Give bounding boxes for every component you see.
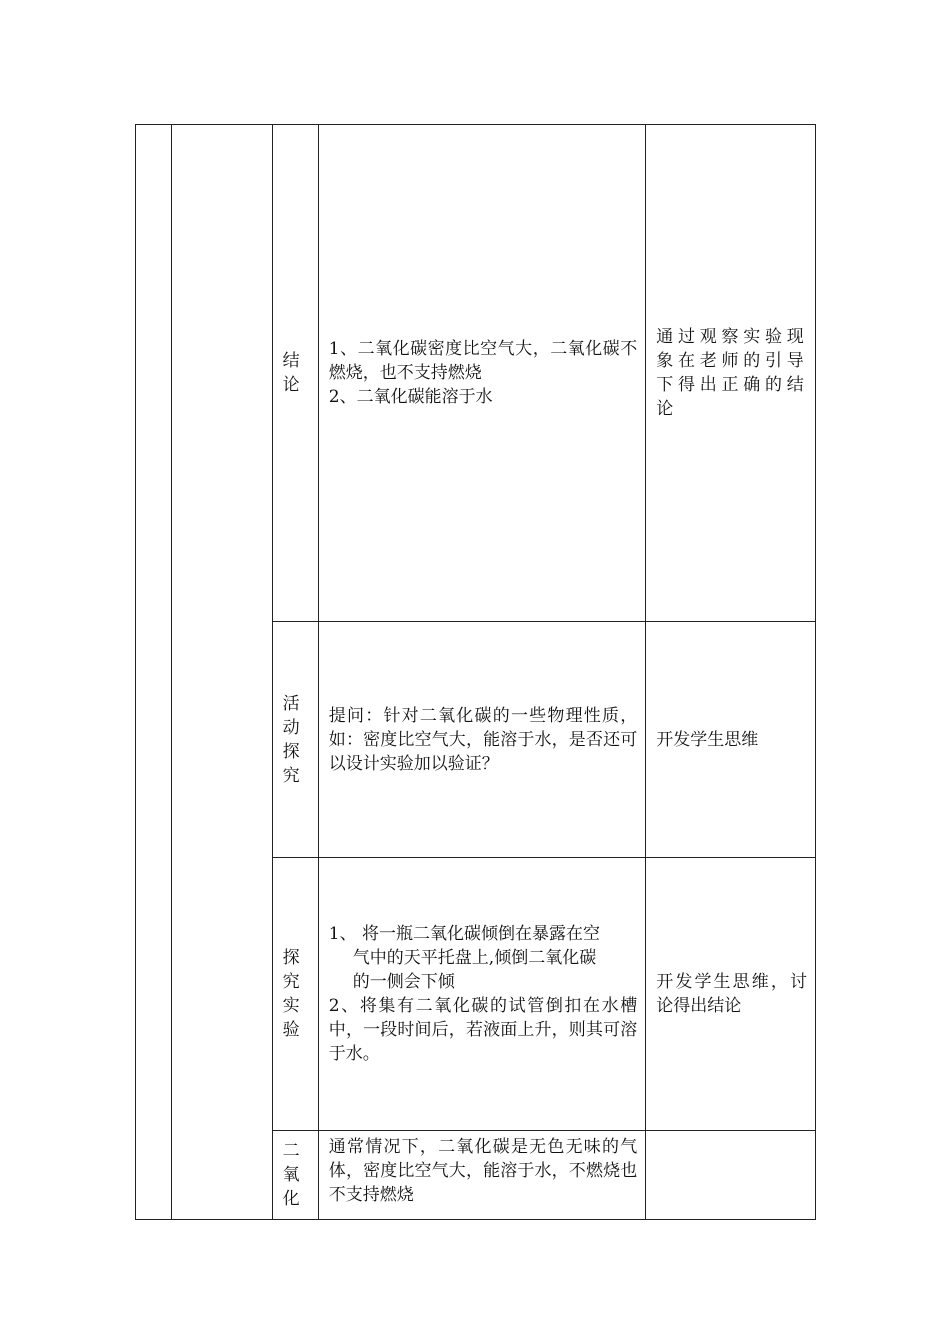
content-line: 2、二氧化碳能溶于水 xyxy=(328,387,493,407)
content-line: 的一侧会下倾 xyxy=(352,972,455,992)
content-line: 提问：针对二氧化碳的一些物理性质，如：密度比空气大，能溶于水，是否还可以设计实验加以验证？ xyxy=(328,705,638,774)
topic-char: 探 xyxy=(282,948,300,968)
topic-char: 活 xyxy=(282,693,300,714)
goal-cell xyxy=(646,858,816,1131)
content-line: 1、二氧化碳密度比空气大，二氧化碳不燃烧，也不支持燃烧 xyxy=(328,339,638,383)
content-cell xyxy=(318,125,645,622)
topic-char: 氧 xyxy=(282,1165,300,1185)
topic-cell xyxy=(272,622,318,858)
table-row xyxy=(136,125,816,622)
lesson-plan-table xyxy=(135,124,816,1220)
blank-column-cell xyxy=(172,125,272,1220)
content-line: 2、将集有二氧化碳的试管倒扣在水槽中，一段时间后，若液面上升，则其可溶于水。 xyxy=(328,996,638,1064)
topic-char: 究 xyxy=(282,765,300,786)
topic-char: 结 xyxy=(282,351,300,371)
content-line: 气中的天平托盘上,倾倒二氧化碳 xyxy=(352,948,597,968)
topic-char: 实 xyxy=(282,996,300,1016)
topic-cell xyxy=(272,1131,318,1220)
topic-cell xyxy=(272,858,318,1131)
goal-text: 开发学生思维，讨论得出结论 xyxy=(656,972,807,1016)
content-cell xyxy=(318,858,645,1131)
content-line: 通常情况下，二氧化碳是无色无味的气体，密度比空气大，能溶于水，不燃烧也不支持燃烧 xyxy=(328,1137,638,1205)
topic-char: 验 xyxy=(282,1020,300,1040)
goal-text: 开发学生思维 xyxy=(656,729,759,750)
topic-char: 探 xyxy=(282,741,300,762)
topic-char: 化 xyxy=(282,1189,300,1209)
blank-column-cell xyxy=(136,125,172,1220)
topic-char: 动 xyxy=(282,717,300,738)
goal-text: 通过观察实验现象在老师的引导下得出正确的结论 xyxy=(656,327,807,419)
topic-cell xyxy=(272,125,318,622)
content-line: 1、 将一瓶二氧化碳倾倒在暴露在空 xyxy=(328,924,601,944)
content-cell xyxy=(318,622,645,858)
topic-char: 究 xyxy=(282,972,300,992)
topic-char: 二 xyxy=(282,1141,300,1161)
topic-char: 论 xyxy=(282,375,300,395)
content-cell xyxy=(318,1131,645,1220)
goal-cell xyxy=(646,622,816,858)
goal-cell xyxy=(646,1131,816,1220)
goal-cell xyxy=(646,125,816,622)
